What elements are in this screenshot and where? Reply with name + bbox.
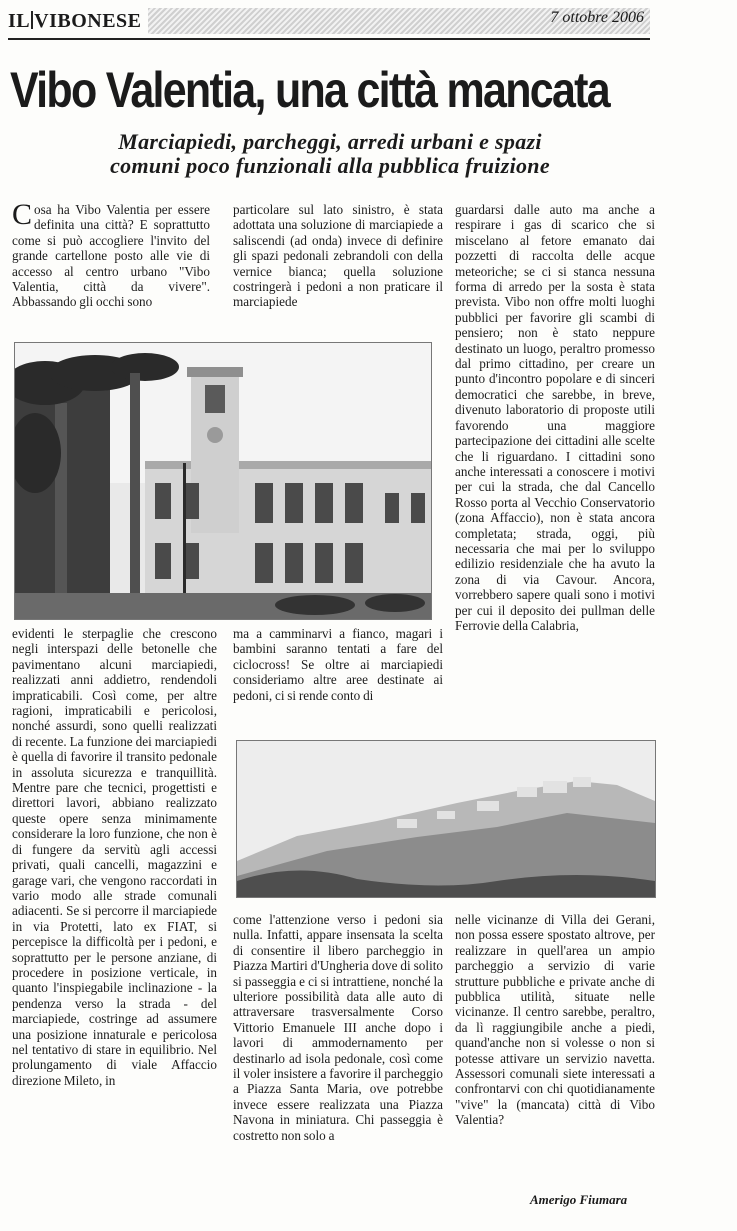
article-column-2-bottom: come l'attenzione verso i pedoni sia nulla. Infatti, appare insensata la scelta di consentire il libero parcheggio in Piazza Martiri d'Ungheria dove di solito si passeggia e ci si intrattiene, nonché la ulteriore possibilità data alle auto di attraversare trasversalmente Corso Vittorio Emanuele III anche dopo i lavori di ammodernamento per destinarlo ad isola pedonale, così come il voler insistere a favorire il parcheggio a Piazza Santa Maria, ove potrebbe invece essere realizzata una Piazza Navona in miniatura. Chi passeggia è costretto non solo a xyxy=(233,912,443,1143)
subheadline-line-2: comuni poco funzionali alla pubblica fruizione xyxy=(110,153,550,178)
article-column-3: guardarsi dalle auto ma anche a respirare i gas di scarico che si miscelano al fetore emanato dai pozzetti di raccolta delle acque meteoriche; se ci si stanca nessuna forma di arredo per la sosta è stata prevista. Vibo non offre molti luoghi pubblici per favorire gli scambi di pensiero; non è stato neppure destinato un luogo, peraltro promesso dal primo cittadino, per creare un punto d'incontro popolare e di sinceri democratici che sarebbe, in breve, divenuto laboratorio di proposte utili favorendo una maggiore partecipazione dei cittadini alle scelte che li riguardano. I cittadini sono anche interessati a conoscere i motivi per cui la strada, che dal Cancello Rosso porta al Vecchio Conservatorio (zona Affaccio), non è stata ancora completata; strada, oggi, più necessaria che mai per lo sviluppo edilizio residenziale che ha avuto la zona di via Cavour. Ancora, vorrebbero sapere quali sono i motivi per cui il deposito dei pullman delle Ferrovie della Calabria, xyxy=(455,202,655,633)
article-column-3-bottom: nelle vicinanze di Villa dei Gerani, non possa essere spostato altrove, per realizzare in quell'area un ampio parcheggio a servizio di varie strutture pubbliche e private anche di pubblica utilità, situate nelle vicinanze. Il centro sarebbe, peraltro, da lì raggiungibile anche a piedi, quand'anche non si volesse o non si potesse attivare un servizio navetta. Assessori comunali siete interessati a confrontarvi con chi quotidianamente "vive" la (mancata) città di Vibo Valentia? xyxy=(455,912,655,1128)
subheadline xyxy=(10,130,650,178)
town-panorama-illustration xyxy=(237,741,655,897)
author-signature: Amerigo Fiumara xyxy=(530,1192,628,1207)
headline: Vibo Valentia, una città mancata xyxy=(10,62,609,118)
masthead-rule xyxy=(8,38,650,40)
masthead xyxy=(8,6,650,36)
newspaper-name-part2: VIBONESE xyxy=(34,10,142,32)
issue-date: 7 ottobre 2006 xyxy=(550,9,644,26)
photo-town-hall xyxy=(14,342,432,620)
newspaper-name xyxy=(8,8,142,34)
subheadline-line-1: Marciapiedi, parcheggi, arredi urbani e spazi xyxy=(118,129,542,154)
newspaper-name-part1: IL xyxy=(8,10,31,32)
town-hall-illustration xyxy=(15,343,431,619)
article-column-2-top: particolare sul lato sinistro, è stata adottata una soluzione di marciapiede a saliscendi (ad onda) invece di definire gli spazi pedonali zebrandoli con della vernice bianca; quella soluzione costringerà i pedoni a non praticare il marciapiede xyxy=(233,202,443,310)
article-column-1-bottom: evidenti le sterpaglie che crescono negli interspazi delle betonelle che pavimentano alcuni marciapiedi, realizzati anni addietro, rendendoli impraticabili. Così come, per altre ragioni, impraticabili e pericolosi, nonché assurdi, sono quelli realizzati di recente. La funzione dei marciapiedi è quella di favorire il transito pedonale in assoluta sicurezza e tranquillità. Mentre pare che tecnici, progettisti e direttori lavori, abbiano realizzato queste opere senza minimamente considerare la loro funzione, che non è di fungere da servitù agli accessi privati, quali cancelli, magazzini e garage vari, che vengono raccordati in vario modo alle strade comunali adiacenti. Se si percorre il marciapiede in via Protetti, lato ex FIAT, si percepisce la difficoltà per i pedoni, e soprattutto per le persone anziane, di procedere in posizione verticale, in quanto l'inspiegabile inclinazione - la pendenza verso la strada - del marciapiede, costringe ad assumere una posizione innaturale e pericolosa nel tentativo di stare in equilibrio. Nel prolungamento di viale Affaccio direzione Mileto, in xyxy=(12,626,217,1088)
photo-town-panorama xyxy=(236,740,656,898)
article-column-1-top: Cosa ha Vibo Valentia per essere definita una città? E soprattutto come si può accogliere l'invito del grande cartellone posto alle vie di accesso al centro urbano "Vibo Valentia, città da vivere". Abbassando gli occhi sono xyxy=(12,202,210,310)
masthead-separator xyxy=(31,11,33,29)
article-column-2-middle: ma a camminarvi a fianco, magari i bambini saranno tentati a fare del ciclocross! Se oltre ai marciapiedi consideriamo altre aree destinate ai pedoni, ci si rende conto di xyxy=(233,626,443,703)
